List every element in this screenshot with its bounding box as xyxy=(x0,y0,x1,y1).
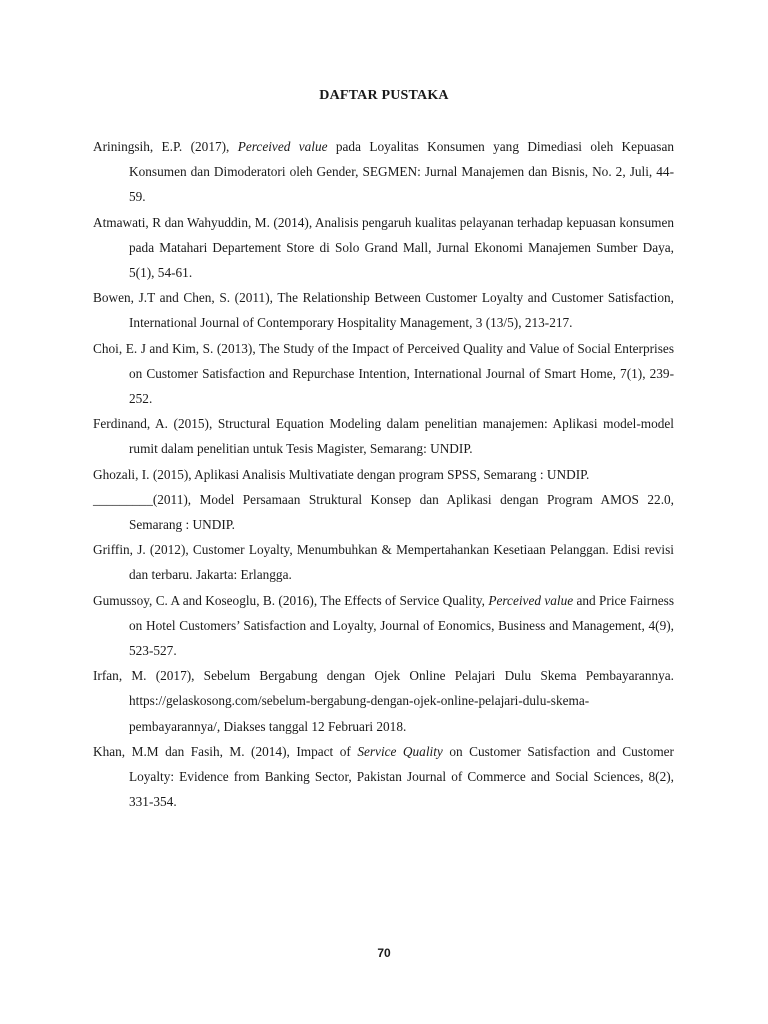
reference-entry: Irfan, M. (2017), Sebelum Bergabung dengan Ojek Online Pelajari Dulu Skema Pembayarannya. https://gelaskosong.com/sebelum-bergabung-dengan-ojek-online-pelajari-dulu-skema-pembayarannya/, Diakses tanggal 12 Februari 2018. xyxy=(93,668,674,734)
reference-entry xyxy=(93,588,674,664)
reference-entry: Ferdinand, A. (2015), Structural Equation Modeling dalam penelitian manajemen: Aplikasi model-model rumit dalam penelitian untuk Tesis Magister, Semarang: UNDIP. xyxy=(93,416,674,457)
reference-entry: Choi, E. J and Kim, S. (2013), The Study of the Impact of Perceived Quality and Value of Social Enterprises on Customer Satisfaction and Repurchase Intention, International Journal of Smart Home, 7(1), 239-252. xyxy=(93,340,674,407)
reference-entry xyxy=(93,134,674,210)
reference-text: pada Loyalitas Konsumen yang Dimediasi oleh Kepuasan Konsumen dan Dimoderatori oleh Gender, SEGMEN: Jurnal Manajemen dan Bisnis, No. 2, Juli, 44-59. xyxy=(129,139,674,205)
reference-entry xyxy=(93,739,674,815)
page-title: DAFTAR PUSTAKA xyxy=(319,88,449,103)
reference-entry: Atmawati, R dan Wahyuddin, M. (2014), Analisis pengaruh kualitas pelayanan terhadap kepuasan konsumen pada Matahari Departement Store di Solo Grand Mall, Jurnal Ekonomi Manajemen Sumber Daya, 5(1), 54-61. xyxy=(93,214,674,281)
reference-text: Gumussoy, C. A and Koseoglu, B. (2016), The Effects of Service Quality, xyxy=(93,592,489,608)
reference-text: on Customer Satisfaction and Customer Loyalty: Evidence from Banking Sector, Pakistan Journal of Commerce and Social Sciences, 8(2), 331-354. xyxy=(129,743,674,810)
reference-entry: Ghozali, I. (2015), Aplikasi Analisis Multivatiate dengan program SPSS, Semarang : UNDIP. xyxy=(93,466,590,482)
reference-text: and Price Fairness on Hotel Customers’ Satisfaction and Loyalty, Journal of Eonomics, Business and Management, 4(9), 523-527. xyxy=(129,592,674,659)
reference-italic: Perceived value xyxy=(237,139,328,154)
reference-list xyxy=(93,134,674,814)
reference-italic: Perceived value xyxy=(488,592,574,608)
reference-entry: Bowen, J.T and Chen, S. (2011), The Relationship Between Customer Loyalty and Customer Satisfaction, International Journal of Contemporary Hospitality Management, 3 (13/5), 213-217. xyxy=(93,290,674,331)
reference-text: Ariningsih, E.P. (2017), xyxy=(93,139,238,154)
reference-text: Khan, M.M dan Fasih, M. (2014), Impact of xyxy=(93,743,358,759)
reference-italic: Service Quality xyxy=(357,743,443,759)
page-number: 70 xyxy=(377,946,391,960)
reference-entry: _________(2011), Model Persamaan Struktural Konsep dan Aplikasi dengan Program AMOS 22.0, Semarang : UNDIP. xyxy=(93,491,674,533)
reference-entry: Griffin, J. (2012), Customer Loyalty, Menumbuhkan & Mempertahankan Kesetiaan Pelanggan. Edisi revisi dan terbaru. Jakarta: Erlangga. xyxy=(93,542,674,583)
